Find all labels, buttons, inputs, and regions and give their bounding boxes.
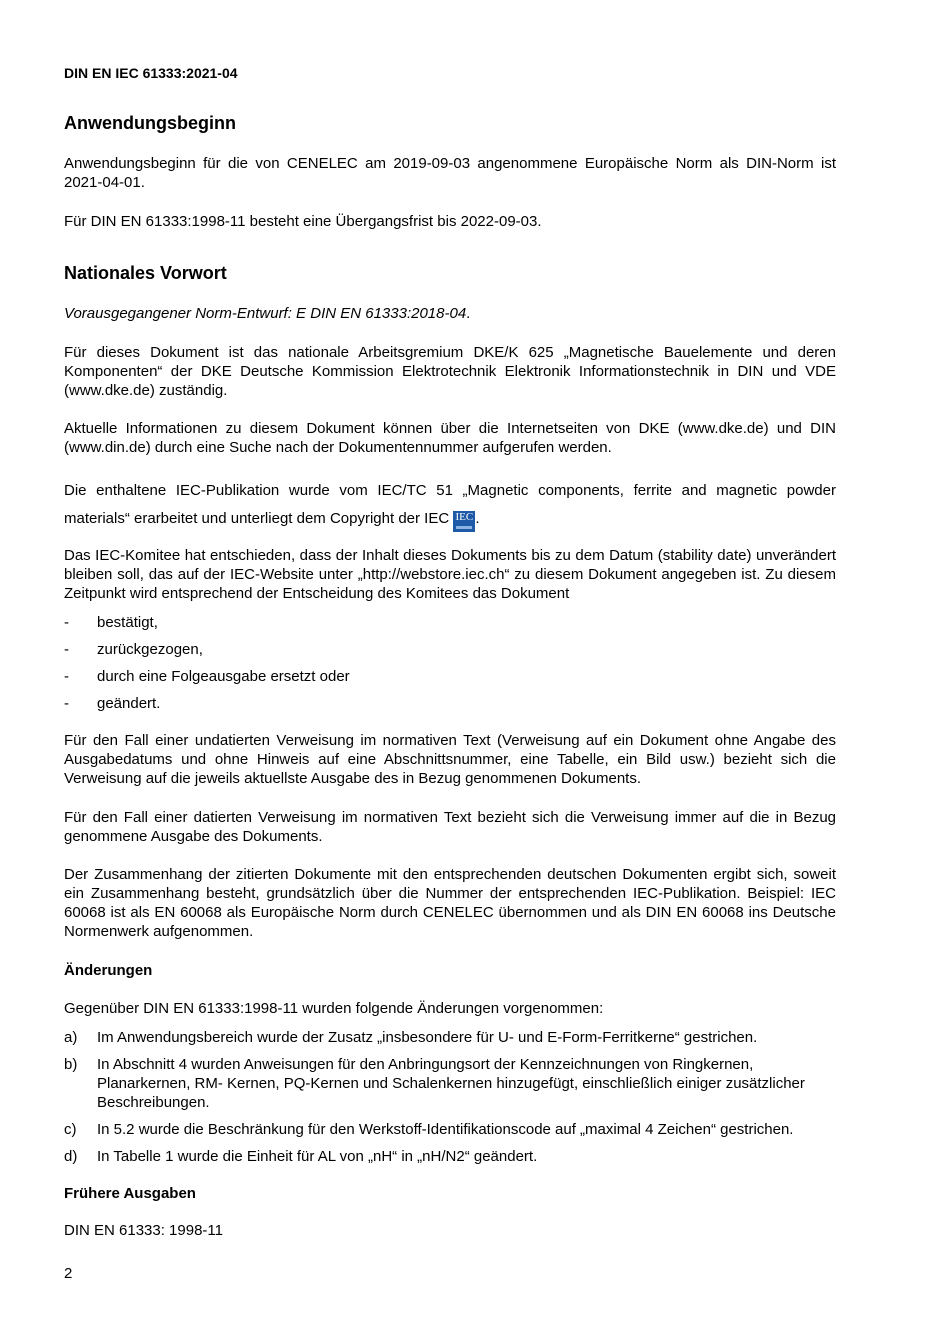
draft-period: . [466,305,471,322]
iec-copyright-text: Die enthaltene IEC-Publikation wurde vom IEC/TC 51 „Magnetic components, ferrite and magnetic powder materials“ erarbeitet und unterliegt dem Copyright der IEC [64,482,836,527]
paragraph-draft-reference [64,304,836,323]
paragraph-vorwort-6: Für den Fall einer datierten Verweisung im normativen Text bezieht sich die Verweisung immer auf die in Bezug genommene Ausgabe des Dokuments. [64,809,836,845]
paragraph-aenderungen-intro: Gegenüber DIN EN 61333:1998-11 wurden folgende Änderungen vorgenommen: [64,1000,604,1017]
paragraph-anwendungsbeginn-1: Anwendungsbeginn für die von CENELEC am 2019-09-03 angenommene Europäische Norm als DIN-Norm ist 2021-04-01. [64,155,836,191]
paragraph-vorwort-4: Das IEC-Komitee hat entschieden, dass der Inhalt dieses Dokuments bis zu dem Datum (stability date) unverändert bleiben soll, das auf der IEC-Website unter „http://webstore.iec.ch“ zu diesem Dokument angegeben ist. Zu diesem Zeitpunkt wird entsprechend der Entscheidung des Komitees das Dokument [64,547,836,602]
paragraph-vorwort-2: Aktuelle Informationen zu diesem Dokument können über die Internetseiten von DKE (www.dke.de) und DIN (www.din.de) durch eine Suche nach der Dokumentennummer aufgerufen werden. [64,420,836,456]
paragraph-vorwort-1: Für dieses Dokument ist das nationale Arbeitsgremium DKE/K 625 „Magnetische Bauelemente und deren Komponenten“ der DKE Deutsche Kommission Elektrotechnik Elektronik Informationstechnik in DIN und VDE (www.dke.de) zuständig. [64,344,836,399]
paragraph-vorwort-7: Der Zusammenhang der zitierten Dokumente mit den entsprechenden deutschen Dokumenten ergibt sich, soweit ein Zusammenhang besteht, grundsätzlich über die Nummer der entsprechenden IEC-Publikation. Beispiel: IEC 60068 ist als EN 60068 als Europäische Norm durch CENELEC übernommen und als DIN EN 60068 ins Deutsche Normenwerk aufgenommen. [64,866,836,940]
paragraph-vorwort-5: Für den Fall einer undatierten Verweisung im normativen Text (Verweisung auf ein Dokument ohne Angabe des Ausgabedatums und ohne Hinweis auf eine Abschnittsnummer, eine Tabelle, ein Bild usw.) bezieht sich die Verweisung auf die jeweils aktuellste Ausgabe des in Bezug genommenen Dokuments. [64,732,836,787]
paragraph-vorwort-3 [64,477,836,533]
heading-nationales-vorwort: Nationales Vorwort [64,263,227,283]
heading-fruehere-ausgaben: Frühere Ausgaben [64,1185,196,1202]
page-number: 2 [64,1265,73,1282]
heading-anwendungsbeginn: Anwendungsbeginn [64,113,236,133]
paragraph-fruehere-ausgaben: DIN EN 61333: 1998-11 [64,1222,223,1239]
heading-aenderungen: Änderungen [64,962,153,979]
paragraph-anwendungsbeginn-2: Für DIN EN 61333:1998-11 besteht eine Übergangsfrist bis 2022-09-03. [64,213,542,230]
document-id-header: DIN EN IEC 61333:2021-04 [64,65,238,81]
iec-period: . [475,510,480,527]
iec-logo-icon: IEC [453,511,475,532]
draft-reference: Vorausgegangener Norm-Entwurf: E DIN EN 61333:2018-04 [64,305,467,322]
